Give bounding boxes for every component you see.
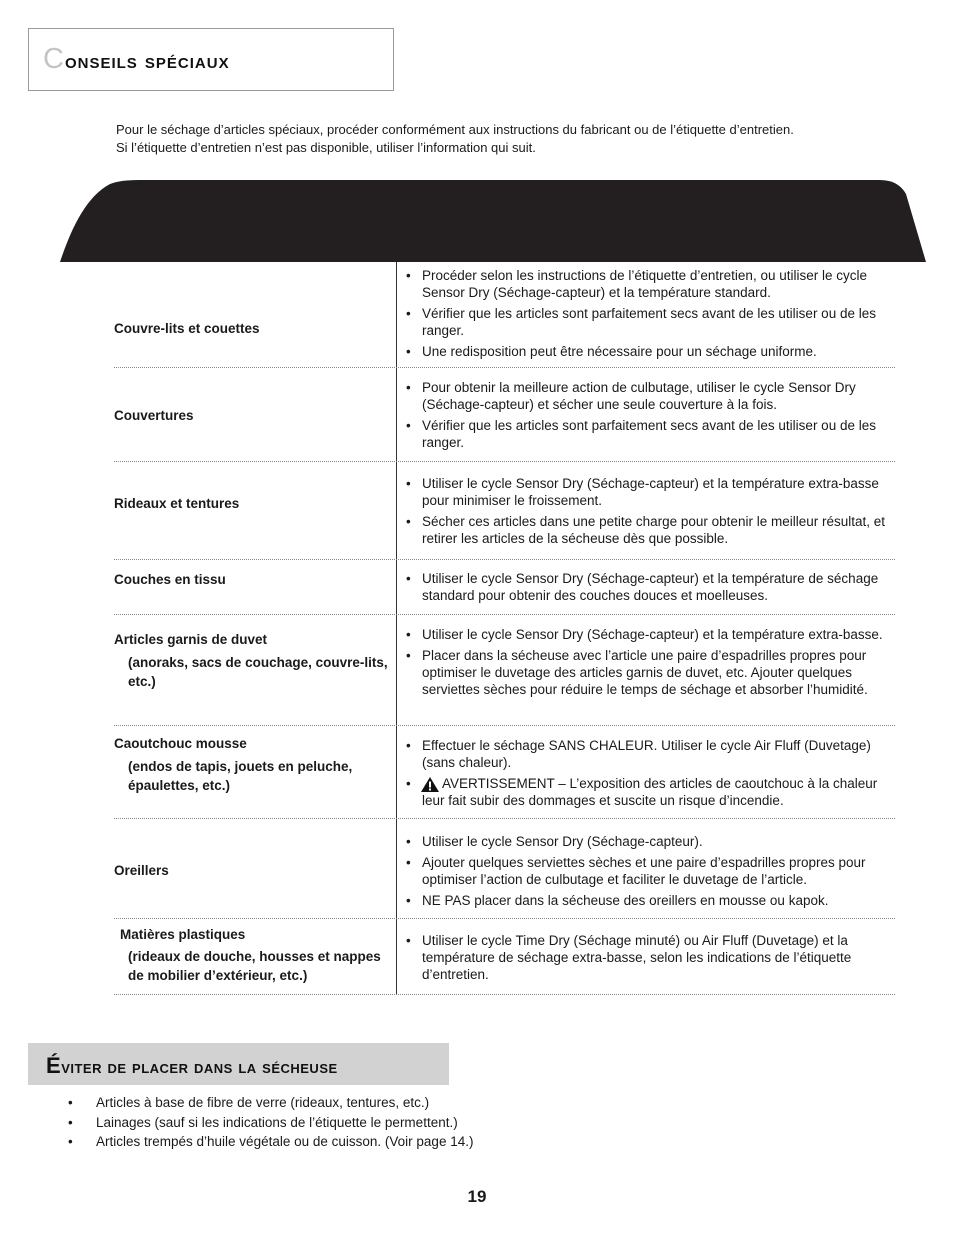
row-label: Caoutchouc mousse [114, 736, 247, 751]
instruction-bullet: • Ajouter quelques serviettes sèches et une paire d’espadrilles propres pour optimiser l’action de culbutage et faciliter le duvetage de l’article. [406, 854, 895, 888]
avoid-list [68, 1093, 473, 1152]
row-label: Couvertures [114, 408, 194, 423]
instruction-bullet: • Vérifier que les articles sont parfaitement secs avant de les utiliser ou de les ranger. [406, 305, 895, 339]
instruction-bullet: • NE PAS placer dans la sécheuse des oreillers en mousse ou kapok. [406, 892, 895, 909]
row-sublabel: (anoraks, sacs de couchage, couvre-lits, etc.) [128, 655, 388, 689]
intro-paragraph [116, 121, 896, 157]
row-label-cell [114, 819, 396, 919]
warning-bullet [406, 775, 895, 809]
warning-text: AVERTISSEMENT – L’exposition des articles de caoutchouc à la chaleur leur fait subir des dommages et suscite un risque d’incendie. [422, 776, 878, 808]
instruction-bullet: • Pour obtenir la meilleure action de culbutage, utiliser le cycle Sensor Dry (Séchage-capteur) et sécher une seule couverture à la fois. [406, 379, 895, 413]
avoid-list-item: • Lainages (sauf si les indications de l’étiquette le permettent.) [68, 1113, 473, 1133]
title-first-letter: C [43, 43, 65, 75]
row-instructions [406, 570, 895, 608]
section2-rest: viter de placer dans la sécheuse [61, 1057, 338, 1077]
section2-first-letter: É [46, 1053, 62, 1078]
instruction-bullet: • Utiliser le cycle Sensor Dry (Séchage-capteur) et la température extra-basse pour minimiser le froissement. [406, 475, 895, 509]
page-number: 19 [467, 1187, 487, 1206]
intro-line-1: Pour le séchage d’articles spéciaux, procéder conformément aux instructions du fabricant ou de l’étiquette d’entretien. [116, 122, 794, 137]
row-label-cell [114, 368, 396, 462]
row-label-cell [114, 560, 396, 615]
avoid-list-item: • Articles à base de fibre de verre (rideaux, tentures, etc.) [68, 1093, 473, 1113]
row-instructions [406, 626, 895, 702]
row-sublabel: (endos de tapis, jouets en peluche, épaulettes, etc.) [128, 759, 353, 793]
page-title [43, 43, 230, 76]
instruction-bullet: • Utiliser le cycle Sensor Dry (Séchage-capteur) et la température de séchage standard pour obtenir des couches douces et moelleuses. [406, 570, 895, 604]
instruction-bullet: • Procéder selon les instructions de l’étiquette d’entretien, ou utiliser le cycle Sensor Dry (Séchage-capteur) et la température standard. [406, 267, 895, 301]
table-header-banner [60, 172, 926, 262]
table-row [114, 726, 895, 819]
row-sublabel: (rideaux de douche, housses et nappes de mobilier d’extérieur, etc.) [128, 949, 381, 983]
intro-line-2: Si l’étiquette d’entretien n’est pas disponible, utiliser l’information qui suit. [116, 140, 536, 155]
row-label: Couvre-lits et couettes [114, 321, 260, 336]
table-row [114, 560, 895, 615]
title-rest: onseils spéciaux [64, 48, 230, 73]
row-label-cell [114, 726, 396, 819]
row-label-cell [114, 615, 396, 726]
section-title-box [28, 28, 394, 91]
row-label: Rideaux et tentures [114, 496, 240, 511]
instruction-bullet: • Une redisposition peut être nécessaire pour un séchage uniforme. [406, 343, 895, 360]
row-label: Couches en tissu [114, 572, 226, 587]
instruction-bullet: • Utiliser le cycle Sensor Dry (Séchage-capteur). [406, 833, 895, 850]
row-instructions [406, 737, 895, 813]
table-row [114, 462, 895, 560]
table-row [114, 819, 895, 919]
instruction-bullet: • Utiliser le cycle Sensor Dry (Séchage-capteur) et la température extra-basse. [406, 626, 895, 643]
column-divider [396, 462, 397, 560]
avoid-list-item: • Articles trempés d’huile végétale ou de cuisson. (Voir page 14.) [68, 1132, 473, 1152]
column-divider [396, 560, 397, 615]
column-divider [396, 726, 397, 819]
table-row [114, 615, 895, 726]
column-divider [396, 368, 397, 462]
row-instructions [406, 833, 895, 913]
row-label-cell [114, 462, 396, 560]
instruction-bullet: • Utiliser le cycle Time Dry (Séchage minuté) ou Air Fluff (Duvetage) et la température de séchage extra-basse, selon les indications de l’étiquette d’entretien. [406, 932, 895, 983]
row-instructions [406, 379, 895, 455]
row-separator [114, 994, 895, 995]
row-label: Matières plastiques [120, 927, 246, 942]
column-divider [396, 819, 397, 919]
table-row [114, 262, 895, 368]
instruction-bullet: • Placer dans la sécheuse avec l’article une paire d’espadrilles propres pour optimiser le duvetage des articles garnis de duvet, etc. Ajouter quelques serviettes sèches pour réduire le temps de séchage et absorber l’humidité. [406, 647, 895, 698]
table-row [114, 368, 895, 462]
table-row [114, 919, 895, 995]
column-divider [396, 262, 397, 368]
row-label: Articles garnis de duvet [114, 632, 268, 647]
row-instructions [406, 932, 895, 987]
avoid-section-header [28, 1043, 449, 1085]
row-instructions [406, 267, 895, 364]
row-instructions [406, 475, 895, 551]
column-divider [396, 919, 397, 995]
row-label-cell [114, 919, 396, 995]
row-label-cell [114, 262, 396, 368]
column-divider [396, 615, 397, 726]
instruction-bullet: • Sécher ces articles dans une petite charge pour obtenir le meilleur résultat, et retirer les articles de la sécheuse dès que possible. [406, 513, 895, 547]
row-label: Oreillers [114, 863, 169, 878]
instruction-bullet: • Effectuer le séchage SANS CHALEUR. Utiliser le cycle Air Fluff (Duvetage) (sans chaleur). [406, 737, 895, 771]
instruction-bullet: • Vérifier que les articles sont parfaitement secs avant de les utiliser ou de les ranger. [406, 417, 895, 451]
avoid-section-title [46, 1053, 338, 1079]
